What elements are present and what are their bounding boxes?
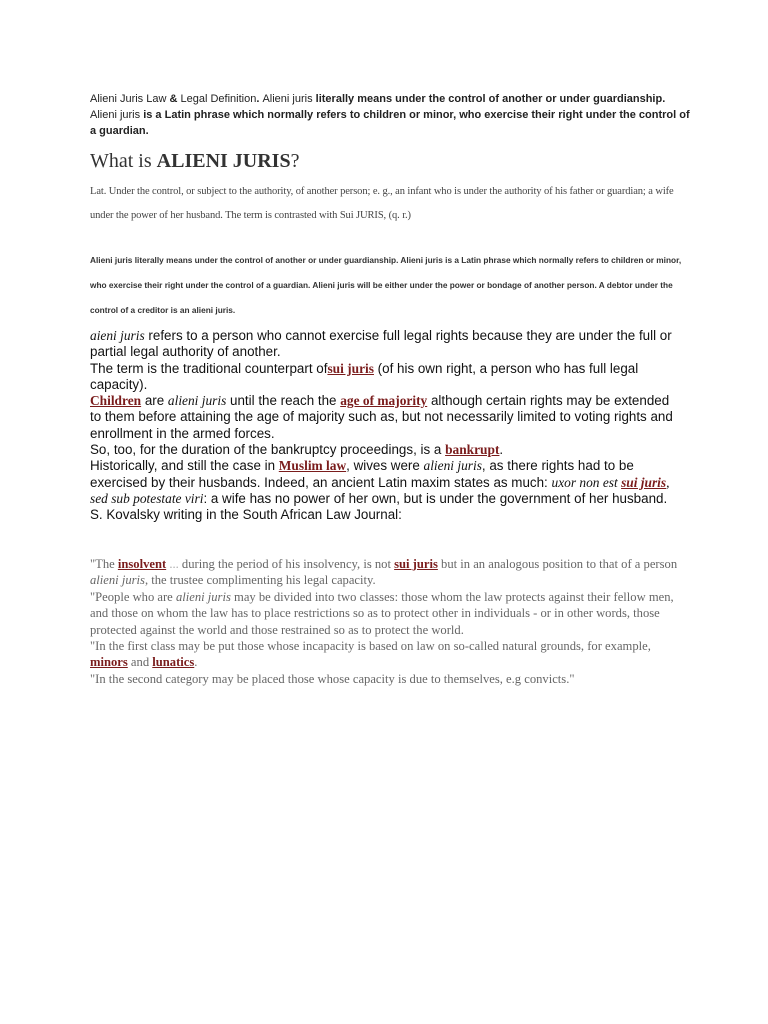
body-text: (of his own right, a person who has full legal capacity).	[90, 360, 639, 392]
link-insolvent[interactable]: insolvent	[117, 557, 167, 571]
quote-text: may be divided into two classes: those whom the law protects against their fellow men, and those on whom the law has to place restrictions so as to protect other in individuals - or in other words, those protected against the world and those restrained so as to protect the world.	[90, 589, 674, 637]
body-text: although certain rights may be extended to them before attaining the age of majority such as, but not necessarily limited to voting rights and enrollment in the armed forces.	[90, 393, 673, 441]
body-text: The term is the traditional counterpart of	[90, 360, 328, 376]
quote-paragraph	[90, 638, 680, 671]
body-paragraph	[90, 361, 680, 394]
heading-term: ALIENI JURIS	[156, 150, 291, 172]
italic-term: alieni juris	[90, 573, 145, 588]
body-paragraph	[90, 393, 680, 442]
quote-text: "People who are	[90, 589, 176, 604]
body-text: , as there rights had to be exercised by their husbands. Indeed, an ancient Latin maxim states as much:	[90, 458, 634, 490]
body-text: refers to a person who cannot exercise full legal rights because they are under the full or partial legal authority of another.	[90, 328, 672, 360]
quote-text: and	[127, 655, 153, 670]
intro-text: Alieni juris	[262, 93, 313, 105]
link-age-of-majority[interactable]: age of majority	[340, 393, 428, 409]
intro-text: .	[256, 93, 263, 105]
body-paragraph: S. Kovalsky writing in the South African Law Journal:	[90, 507, 402, 523]
intro-paragraph	[90, 91, 690, 139]
link-minors[interactable]: minors	[90, 655, 128, 670]
intro-text: &	[166, 93, 181, 105]
link-muslim-law[interactable]: Muslim law	[278, 458, 347, 474]
quote-text: during the period of his insolvency, is not	[178, 557, 395, 571]
link-sui-juris[interactable]: sui juris	[327, 360, 374, 376]
intro-text: is a Latin phrase which normally refers to children or minor, who exercise their right under the control of a guardian.	[90, 109, 690, 137]
definition-paragraph: Lat. Under the control, or subject to the authority, of another person; e. g., an infant who is under the authority of his father or guardian; a wife under the power of her husband. The term is contrasted with Sui JURIS, (q. r.)	[90, 186, 674, 221]
quote-text: .	[194, 655, 198, 670]
body-text: : a wife has no power of her own, but is under the government of her husband.	[203, 490, 668, 506]
link-lunatics[interactable]: lunatics	[152, 655, 195, 670]
quote-paragraph	[90, 589, 680, 638]
summary-paragraph: Alieni juris literally means under the control of another or under guardianship. Alieni juris is a Latin phrase which normally refers to children or minor, who exercise their right under the control of a guardian. Alieni juris will be either under the power or bondage of another person. A debtor under the control of a creditor is an alieni juris.	[90, 255, 682, 315]
page-heading	[90, 150, 299, 173]
link-children[interactable]: Children	[90, 393, 142, 409]
body-text: , wives were	[346, 458, 424, 474]
body-text: until the reach the	[226, 393, 341, 409]
italic-term: alieni juris	[423, 458, 482, 474]
body-section	[90, 328, 680, 524]
link-sui-juris-quote[interactable]: sui juris	[394, 557, 438, 571]
quote-text: "The	[90, 557, 118, 571]
quote-text: but in an analogous position to that of a person	[437, 557, 678, 571]
quote-section	[90, 556, 680, 687]
quote-text: , the trustee complimenting his legal capacity.	[144, 573, 376, 588]
body-paragraph	[90, 442, 680, 458]
quote-paragraph: "In the second category may be placed those whose capacity is due to themselves, e.g convicts."	[90, 671, 575, 686]
intro-text: literally means under the control of another or under guardianship.	[312, 93, 666, 105]
italic-term: alieni juris	[167, 393, 227, 409]
body-text: So, too, for the duration of the bankruptcy proceedings, is a	[90, 442, 446, 458]
body-text: Historically, and still the case in	[90, 458, 279, 474]
italic-term: alieni juris	[175, 589, 231, 604]
quote-paragraph	[90, 556, 680, 589]
body-text: are	[141, 393, 168, 409]
quote-text: "In the first class may be put those whose incapacity is based on law on so-called natural grounds, for example,	[90, 639, 651, 654]
body-paragraph	[90, 458, 680, 507]
heading-prefix: What is	[90, 150, 157, 172]
link-sui-juris-maxim[interactable]: sui juris	[621, 474, 667, 490]
link-bankrupt[interactable]: bankrupt	[445, 442, 500, 458]
italic-term: uxor non est	[551, 474, 622, 490]
heading-suffix: ?	[290, 150, 300, 172]
intro-text: Alieni Juris Law	[90, 93, 167, 105]
intro-text: Alieni juris	[90, 109, 141, 121]
body-text: .	[499, 442, 504, 458]
italic-term: aieni juris	[90, 328, 145, 343]
ellipsis: ...	[166, 557, 179, 571]
intro-text: Legal Definition	[180, 93, 257, 105]
italic-term: , sed sub potestate viri	[90, 474, 670, 506]
body-paragraph	[90, 328, 680, 361]
